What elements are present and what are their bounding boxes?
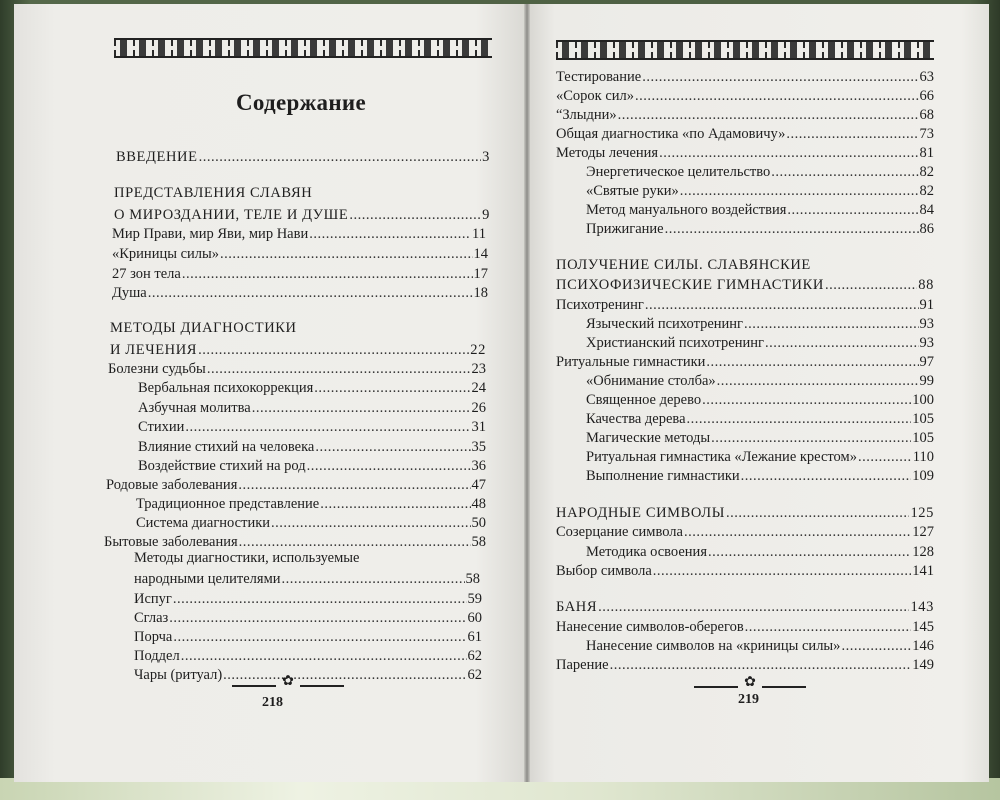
- toc-entry: Нанесение символов-оберегов ..... 145: [556, 616, 934, 636]
- toc-entry: Магические методы ..... 105: [586, 427, 934, 447]
- toc-entry: Энергетическое целительство ..... 82: [586, 161, 934, 181]
- toc-entry: народными целителями ..... 58: [134, 568, 480, 588]
- toc-section-heading: МЕТОДЫ ДИАГНОСТИКИ: [110, 320, 297, 336]
- toc-entry: Ритуальная гимнастика «Лежание крестом» ..... 110: [586, 446, 934, 466]
- toc-entry: БАНЯ ..... 143: [556, 596, 934, 616]
- toc-entry: Нанесение символов на «криницы силы» ..... 146: [586, 635, 934, 655]
- toc-entry: Болезни судьбы ..... 23: [108, 358, 486, 378]
- toc-entry: И ЛЕЧЕНИЯ ..... 22: [110, 339, 486, 359]
- toc-entry: Священное дерево ..... 100: [586, 389, 934, 409]
- toc-entry: Влияние стихий на человека ..... 35: [138, 436, 486, 456]
- toc-entry: Азбучная молитва ..... 26: [138, 397, 486, 417]
- toc-entry: Христианский психотренинг ..... 93: [586, 332, 934, 352]
- toc-entry: Качества дерева ..... 105: [586, 408, 934, 428]
- toc-entry: Общая диагностика «по Адамовичу» ..... 73: [556, 123, 934, 143]
- toc-entry: Выбор символа ..... 141: [556, 560, 934, 580]
- toc-entry: Ритуальные гимнастики ..... 97: [556, 351, 934, 371]
- toc-entry: 27 зон тела ..... 17: [112, 263, 488, 283]
- page-number: 219: [738, 692, 759, 707]
- flower-ornament-icon: ✿: [282, 674, 294, 689]
- toc-entry: Созерцание символа ..... 127: [556, 521, 934, 541]
- toc-entry: Сглаз ..... 60: [134, 607, 482, 627]
- toc-entry: ВВЕДЕНИЕ ..... 3: [116, 146, 490, 166]
- left-header-ornament: [114, 38, 492, 58]
- toc-entry: Метод мануального воздействия ..... 84: [586, 199, 934, 219]
- toc-entry: Языческий психотренинг ..... 93: [586, 313, 934, 333]
- toc-entry: Бытовые заболевания ..... 58: [104, 531, 486, 551]
- toc-section-heading: ПРЕДСТАВЛЕНИЯ СЛАВЯН: [114, 185, 313, 201]
- toc-entry: ПСИХОФИЗИЧЕСКИЕ ГИМНАСТИКИ ..... 88: [556, 274, 934, 294]
- book-spine: [524, 4, 530, 782]
- toc-entry: «Криницы силы» ..... 14: [112, 243, 488, 263]
- page-title: Содержание: [236, 90, 366, 115]
- toc-entry: «Обнимание столба» ..... 99: [586, 370, 934, 390]
- toc-subheading: Методы диагностики, используемые: [134, 550, 360, 566]
- toc-entry: Традиционное представление ..... 48: [136, 493, 486, 513]
- toc-entry: Прижигание ..... 86: [586, 218, 934, 238]
- toc-section-heading: ПОЛУЧЕНИЕ СИЛЫ. СЛАВЯНСКИЕ: [556, 257, 811, 273]
- toc-entry: Система диагностики ..... 50: [136, 512, 486, 532]
- toc-entry: Методы лечения ..... 81: [556, 142, 934, 162]
- toc-entry: Мир Прави, мир Яви, мир Нави ..... 11: [112, 223, 486, 243]
- toc-entry: Воздействие стихий на род ..... 36: [138, 455, 486, 475]
- toc-entry: Порча ..... 61: [134, 626, 482, 646]
- toc-entry: Вербальная психокоррекция ..... 24: [138, 377, 486, 397]
- toc-entry: Выполнение гимнастики ..... 109: [586, 465, 934, 485]
- toc-entry: Испуг ..... 59: [134, 588, 482, 608]
- page-number: 218: [262, 695, 283, 710]
- right-header-ornament: [556, 40, 934, 60]
- toc-entry: «Святые руки» ..... 82: [586, 180, 934, 200]
- toc-entry: Чары (ритуал) ..... 62: [134, 664, 482, 684]
- flower-ornament-icon: ✿: [744, 675, 756, 690]
- left-footer-ornament: [232, 674, 344, 691]
- right-footer-ornament: [694, 675, 806, 692]
- toc-entry: Поддел ..... 62: [134, 645, 482, 665]
- toc-entry: Психотренинг ..... 91: [556, 294, 934, 314]
- toc-entry: НАРОДНЫЕ СИМВОЛЫ ..... 125: [556, 502, 934, 522]
- toc-entry: Тестирование ..... 63: [556, 66, 934, 86]
- toc-entry: Душа ..... 18: [112, 282, 488, 302]
- toc-entry: Парение ..... 149: [556, 654, 934, 674]
- toc-entry: “Злыдни» ..... 68: [556, 104, 934, 124]
- toc-entry: Родовые заболевания ..... 47: [106, 474, 486, 494]
- toc-entry: О МИРОЗДАНИИ, ТЕЛЕ И ДУШЕ ..... 9: [114, 204, 490, 224]
- toc-entry: «Сорок сил» ..... 66: [556, 85, 934, 105]
- toc-entry: Методика освоения ..... 128: [586, 541, 934, 561]
- toc-entry: Стихии ..... 31: [138, 416, 486, 436]
